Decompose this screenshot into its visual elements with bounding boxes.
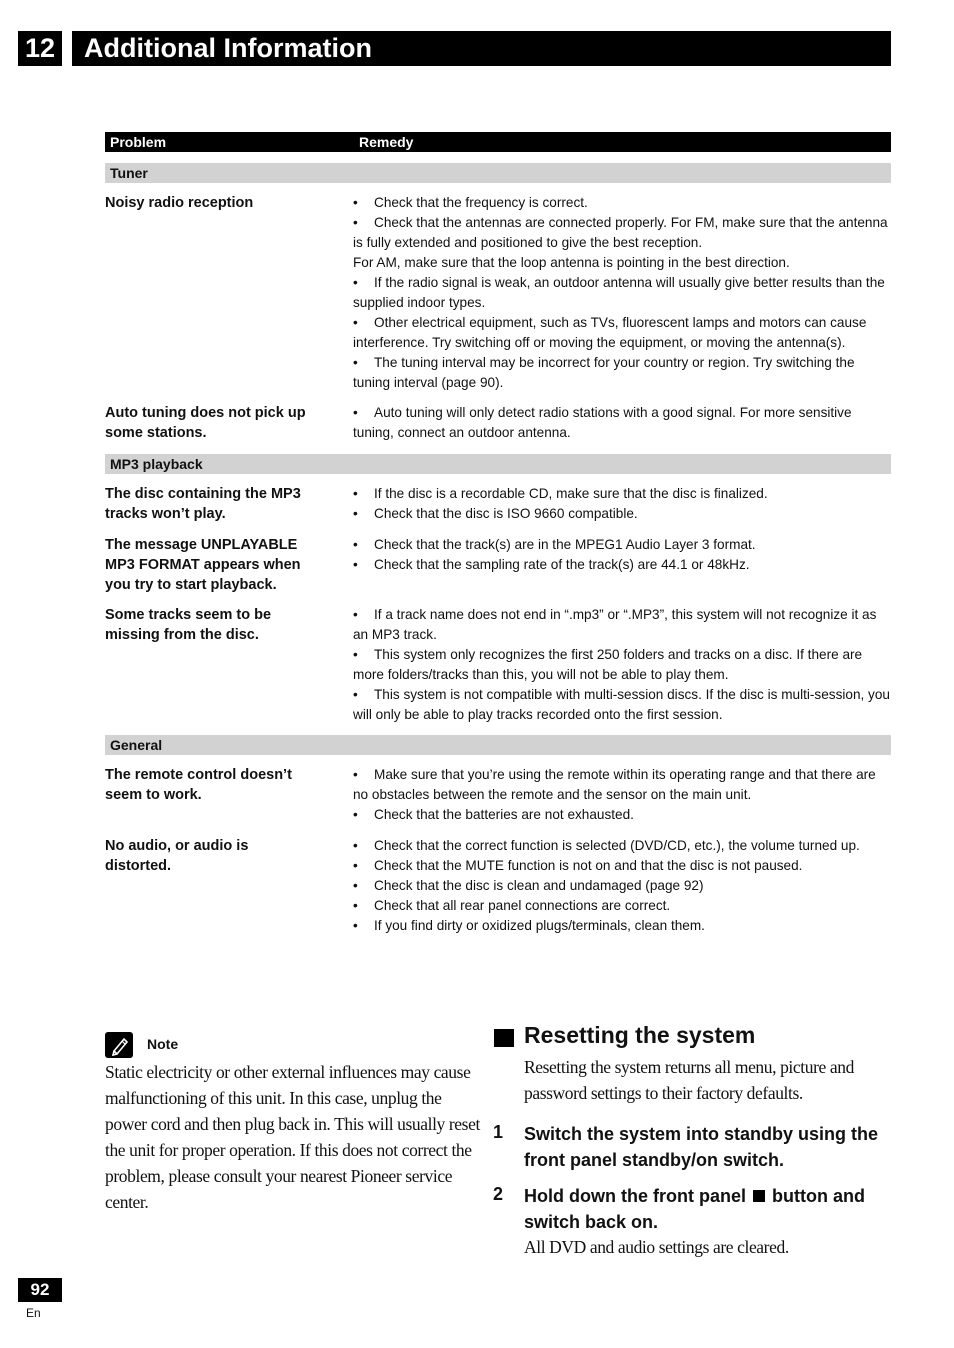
note-text: Static electricity or other external influences may cause malfunctioning of this unit. In this case, unplug the power cord and then plug back in. This will usually reset the unit for proper operation. If this does not correct the problem, please consult your nearest Pioneer service center. xyxy=(105,1062,480,1212)
bullet-icon: • xyxy=(353,607,358,622)
bullet-icon: • xyxy=(353,557,358,572)
bullet-icon: • xyxy=(353,767,358,782)
remedy-cell: • Check that the track(s) are in the MPEG1 Audio Layer 3 format. • Check that the sampling rate of the track(s) are 44.1 or 48kHz. xyxy=(353,535,893,575)
bullet-icon: • xyxy=(353,918,358,933)
page-number: 92 xyxy=(18,1278,62,1302)
section-header-mp3-playback: MP3 playback xyxy=(105,454,891,474)
stop-icon xyxy=(753,1190,765,1202)
problem-cell: No audio, or audio is distorted. xyxy=(105,838,249,874)
remedy-cell: • Auto tuning will only detect radio stations with a good signal. For more sensitive tuning, connect an outdoor antenna. xyxy=(353,405,852,440)
bullet-icon: • xyxy=(353,215,358,230)
bullet-icon: • xyxy=(353,647,358,662)
section-header-general: General xyxy=(105,735,891,755)
bullet-icon: • xyxy=(353,486,358,501)
chapter-title: Additional Information xyxy=(72,31,891,66)
bullet-icon: • xyxy=(353,807,358,822)
table-header xyxy=(105,132,891,152)
bullet-icon: • xyxy=(353,195,358,210)
column-header-remedy: Remedy xyxy=(359,134,414,150)
bullet-icon: • xyxy=(353,687,358,702)
bullet-icon: • xyxy=(353,315,358,330)
column-header-problem: Problem xyxy=(110,134,167,150)
step-1-number: 1 xyxy=(493,1122,504,1142)
remedy-cell: • Check that the frequency is correct. • Check that the antennas are connected properly. For FM, make sure that the antenna is fully extended and positioned to give the best reception. For AM, make sure that the loop antenna is pointing in the best direction. • If the radio signal is weak, an outdoor antenna will usually give better results than the supplied indoor types. • Other electrical equipment, such as TVs, fluorescent lamps and motors can cause interference. Try switching off or moving the equipment, or moving the antenna(s). • The tuning interval may be incorrect for your country or region. Try switching the tuning interval (page 90). xyxy=(353,195,888,390)
step-2-result: All DVD and audio settings are cleared. xyxy=(524,1237,789,1257)
reset-intro: Resetting the system returns all menu, picture and password settings to their factory defaults. xyxy=(524,1057,854,1103)
step-2-number: 2 xyxy=(493,1184,504,1204)
problem-cell: The disc containing the MP3 tracks won’t play. xyxy=(105,486,301,522)
remedy-cell: • Make sure that you’re using the remote within its operating range and that there are no obstacles between the remote and the sensor on the main unit. • Check that the batteries are not exhausted. xyxy=(353,765,893,825)
bullet-icon: • xyxy=(353,858,358,873)
problem-cell: Some tracks seem to be missing from the disc. xyxy=(105,607,272,643)
bullet-icon: • xyxy=(353,878,358,893)
note-label: Note xyxy=(147,1036,179,1052)
step-1-text: Switch the system into standby using the front panel standby/on switch. xyxy=(524,1124,879,1170)
language-code: En xyxy=(26,1306,41,1320)
section-marker-square xyxy=(494,1029,514,1047)
remedy-cell: • Check that the correct function is selected (DVD/CD, etc.), the volume turned up. • Check that the MUTE function is not on and that the disc is not paused. • Check that the disc is clean and undamaged (page 92) • Check that all rear panel connections are correct. • If you find dirty or oxidized plugs/terminals, clean them. xyxy=(353,836,893,936)
bullet-icon: • xyxy=(353,537,358,552)
section-header-tuner: Tuner xyxy=(105,163,891,183)
problem-cell: Noisy radio reception xyxy=(105,195,254,211)
bullet-icon: • xyxy=(353,355,358,370)
remedy-cell: • If a track name does not end in “.mp3” or “.MP3”, this system will not recognize it as an MP3 track. • This system only recognizes the first 250 folders and tracks on a disc. If there are more folders/tracks than this, you will not be able to play them. • This system is not compatible with multi-session discs. If the disc is multi-session, you will only be able to play tracks recorded onto the first session. xyxy=(353,607,890,722)
bullet-icon: • xyxy=(353,405,358,420)
chapter-number: 12 xyxy=(18,31,62,66)
bullet-icon: • xyxy=(353,898,358,913)
bullet-icon: • xyxy=(353,275,358,290)
problem-cell: Auto tuning does not pick up some stations. xyxy=(105,405,306,441)
step-2-text: Hold down the front panel button and switch back on. xyxy=(524,1186,865,1232)
reset-heading: Resetting the system xyxy=(524,1022,756,1048)
problem-cell: The remote control doesn’t seem to work. xyxy=(105,767,292,803)
problem-cell: The message UNPLAYABLE MP3 FORMAT appears when you try to start playback. xyxy=(105,537,301,593)
remedy-cell: • If the disc is a recordable CD, make sure that the disc is finalized. • Check that the disc is ISO 9660 compatible. xyxy=(353,484,893,524)
note-pencil-icon xyxy=(105,1032,133,1058)
bullet-icon: • xyxy=(353,506,358,521)
bullet-icon: • xyxy=(353,838,358,853)
